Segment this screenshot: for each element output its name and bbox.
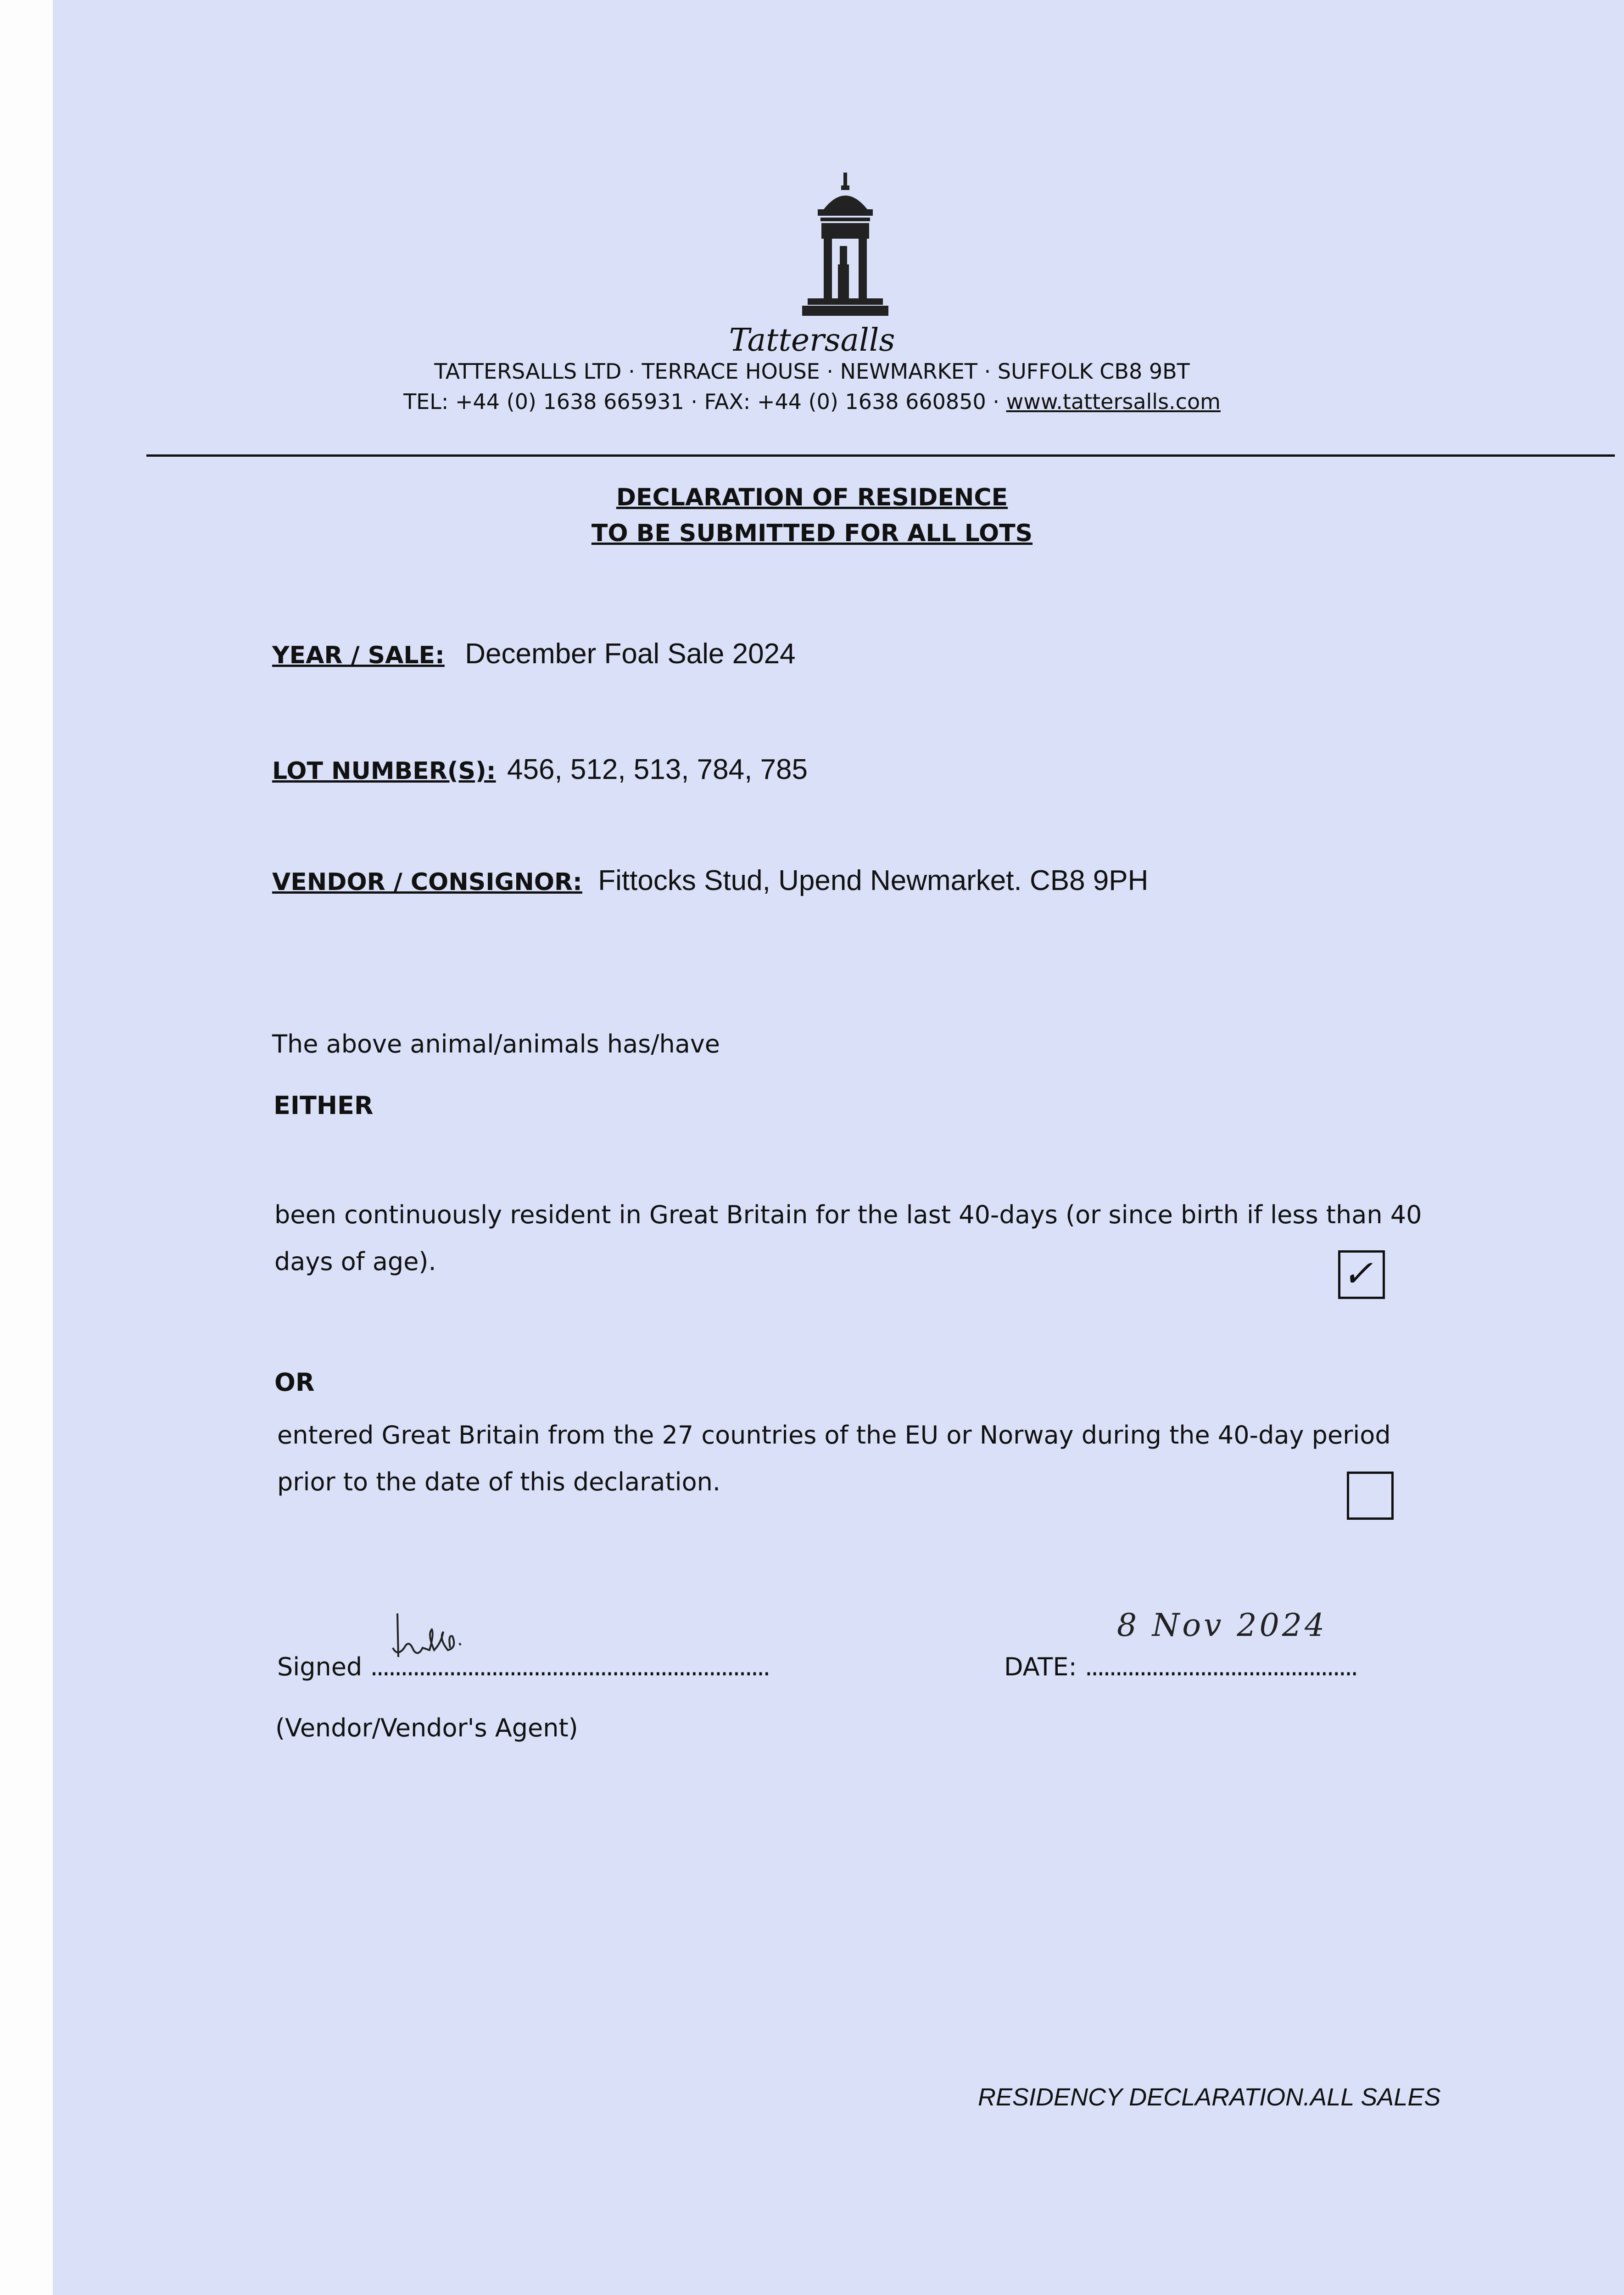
year-sale-value: December Foal Sale 2024: [465, 638, 796, 670]
title-line1: DECLARATION OF RESIDENCE: [616, 484, 1008, 511]
either-label: EITHER: [273, 1091, 374, 1120]
signed-label: Signed: [277, 1652, 363, 1681]
tattersalls-logo: [798, 173, 936, 318]
option1-line1: been continuously resident in Great Britain for the last 40-days (or since birth if less than 40: [274, 1200, 1422, 1229]
date-line[interactable]: [1084, 1607, 1357, 1681]
signature-dots: ..................................................................: [370, 1652, 769, 1681]
check-mark-icon: ✓: [1342, 1252, 1373, 1295]
title-line2: TO BE SUBMITTED FOR ALL LOTS: [591, 520, 1033, 547]
handwritten-signature: [379, 1611, 498, 1662]
signature-line[interactable]: [370, 1652, 769, 1681]
website-link[interactable]: www.tattersalls.com: [1006, 389, 1221, 414]
lot-numbers-value: 456, 512, 513, 784, 785: [507, 754, 808, 785]
date-label: DATE:: [1004, 1652, 1077, 1681]
or-label: OR: [274, 1368, 315, 1397]
year-sale-field: [272, 640, 796, 668]
vendor-label: VENDOR / CONSIGNOR:: [272, 868, 582, 896]
option1-line2: days of age).: [274, 1247, 436, 1276]
company-address: TATTERSALLS LTD · TERRACE HOUSE · NEWMARKET · SUFFOLK CB8 9BT: [434, 359, 1190, 384]
date-value: 8 Nov 2024: [1116, 1607, 1328, 1644]
option2-line1: entered Great Britain from the 27 countries of the EU or Norway during the 40-day period: [277, 1421, 1391, 1450]
date-dots: .............................................: [1084, 1652, 1357, 1681]
header-rule: [146, 454, 1615, 457]
vendor-value: Fittocks Stud, Upend Newmarket. CB8 9PH: [598, 865, 1149, 896]
option2-line2: prior to the date of this declaration.: [277, 1467, 721, 1496]
contact-numbers: TEL: +44 (0) 1638 665931 · FAX: +44 (0) 1638 660850 ·: [403, 389, 1006, 414]
option1-checkbox[interactable]: [1338, 1250, 1385, 1299]
option2-checkbox[interactable]: [1347, 1472, 1394, 1520]
year-sale-label: YEAR / SALE:: [272, 642, 445, 669]
signed-field: [277, 1652, 769, 1681]
company-name: Tattersalls: [729, 322, 895, 358]
vendor-field: [272, 867, 1148, 895]
signer-role: (Vendor/Vendor's Agent): [275, 1713, 578, 1742]
lot-numbers-label: LOT NUMBER(S):: [272, 757, 496, 785]
declaration-intro: The above animal/animals has/have: [272, 1030, 720, 1058]
company-contact: [0, 391, 1624, 412]
footer-reference: RESIDENCY DECLARATION.ALL SALES: [978, 2083, 1441, 2111]
date-field: [1004, 1607, 1357, 1681]
lot-numbers-field: [272, 756, 808, 784]
